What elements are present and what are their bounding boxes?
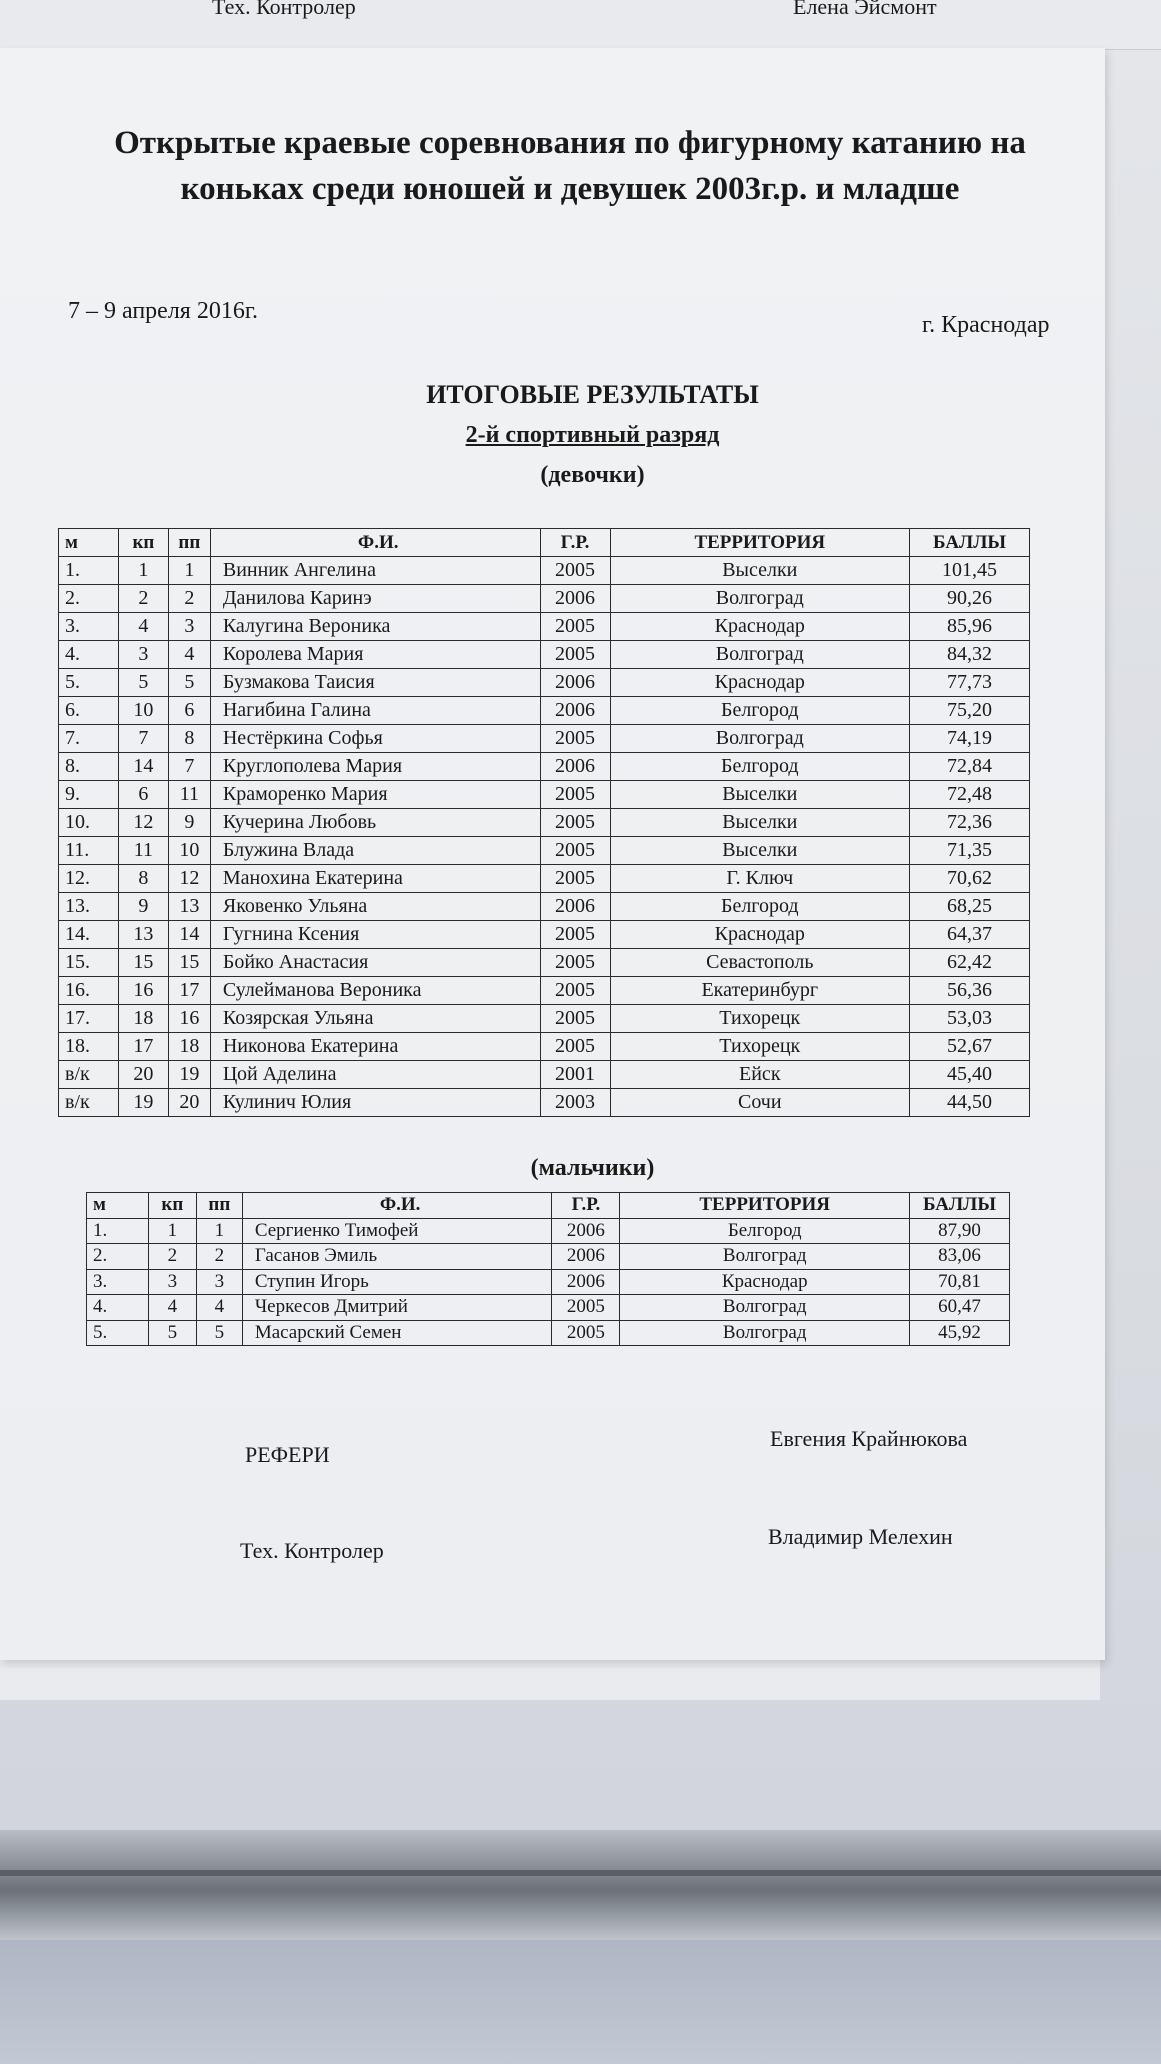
cell-m: 16. — [59, 977, 119, 1005]
cell-m: 18. — [59, 1033, 119, 1061]
cell-pp: 8 — [168, 725, 210, 753]
cell-points: 44,50 — [910, 1089, 1030, 1117]
col-territory: ТЕРРИТОРИЯ — [610, 529, 910, 557]
results-sheet — [0, 48, 1105, 1660]
cell-kp: 7 — [118, 725, 168, 753]
cell-pp: 7 — [168, 753, 210, 781]
cell-pp: 2 — [168, 585, 210, 613]
tech-controller-name: Владимир Мелехин — [768, 1524, 953, 1549]
cell-pp: 5 — [168, 669, 210, 697]
cell-kp: 1 — [148, 1218, 196, 1244]
col-kp: кп — [118, 529, 168, 557]
category-heading — [0, 422, 1161, 449]
col-fio: Ф.И. — [210, 529, 540, 557]
cell-gr: 2005 — [540, 725, 610, 753]
girls-table-row — [59, 669, 1030, 697]
cell-m: 5. — [59, 669, 119, 697]
category-text: 2-й спортивный разряд — [465, 422, 720, 448]
cell-territory: Тихорецк — [610, 1033, 910, 1061]
cell-pp: 1 — [196, 1218, 242, 1244]
cell-fio: Черкесов Дмитрий — [242, 1295, 552, 1321]
cell-m: в/к — [59, 1061, 119, 1089]
girls-table-row — [59, 921, 1030, 949]
title-line-1: Открытые краевые соревнования по фигурному катанию на — [114, 125, 1026, 161]
cell-points: 72,48 — [910, 781, 1030, 809]
cell-fio: Королева Мария — [210, 641, 540, 669]
cell-territory: Волгоград — [620, 1295, 910, 1321]
cell-territory: Г. Ключ — [610, 865, 910, 893]
cell-territory: Выселки — [610, 781, 910, 809]
boys-results-table — [86, 1192, 1010, 1346]
cell-pp: 4 — [196, 1295, 242, 1321]
cell-kp: 2 — [148, 1244, 196, 1270]
cell-points: 75,20 — [910, 697, 1030, 725]
cell-pp: 1 — [168, 557, 210, 585]
col-kp: кп — [148, 1193, 196, 1219]
cell-kp: 1 — [118, 557, 168, 585]
cell-territory: Выселки — [610, 557, 910, 585]
cell-pp: 17 — [168, 977, 210, 1005]
cell-points: 85,96 — [910, 613, 1030, 641]
cell-kp: 4 — [148, 1295, 196, 1321]
cell-kp: 3 — [118, 641, 168, 669]
cell-fio: Нестёркина Софья — [210, 725, 540, 753]
cell-fio: Козярская Ульяна — [210, 1005, 540, 1033]
cell-kp: 12 — [118, 809, 168, 837]
girls-table-row — [59, 809, 1030, 837]
cell-points: 68,25 — [910, 893, 1030, 921]
cell-points: 84,32 — [910, 641, 1030, 669]
cell-fio: Сергиенко Тимофей — [242, 1218, 552, 1244]
board-frame — [0, 1830, 1161, 1940]
girls-table-header — [59, 529, 1030, 557]
cell-pp: 19 — [168, 1061, 210, 1089]
cell-m: 3. — [59, 613, 119, 641]
girls-table-row — [59, 753, 1030, 781]
results-heading: ИТОГОВЫЕ РЕЗУЛЬТАТЫ — [426, 380, 759, 409]
cell-kp: 14 — [118, 753, 168, 781]
girls-table-body — [59, 557, 1030, 1117]
cell-pp: 6 — [168, 697, 210, 725]
cell-gr: 2005 — [540, 837, 610, 865]
cell-pp: 14 — [168, 921, 210, 949]
cell-territory: Белгород — [610, 753, 910, 781]
cell-m: 1. — [59, 557, 119, 585]
cell-fio: Гасанов Эмиль — [242, 1244, 552, 1270]
cell-pp: 5 — [196, 1320, 242, 1346]
cell-kp: 10 — [118, 697, 168, 725]
col-points: БАЛЛЫ — [910, 529, 1030, 557]
girls-table-row — [59, 781, 1030, 809]
cell-gr: 2005 — [540, 641, 610, 669]
cell-pp: 4 — [168, 641, 210, 669]
cell-kp: 17 — [118, 1033, 168, 1061]
col-points: БАЛЛЫ — [910, 1193, 1010, 1219]
cell-gr: 2006 — [552, 1244, 620, 1270]
cell-kp: 19 — [118, 1089, 168, 1117]
cell-kp: 13 — [118, 921, 168, 949]
cell-gr: 2005 — [540, 977, 610, 1005]
girls-table-row — [59, 613, 1030, 641]
cell-pp: 10 — [168, 837, 210, 865]
cell-kp: 9 — [118, 893, 168, 921]
cell-points: 45,40 — [910, 1061, 1030, 1089]
cell-points: 53,03 — [910, 1005, 1030, 1033]
cell-territory: Краснодар — [610, 669, 910, 697]
cell-territory: Краснодар — [610, 613, 910, 641]
cell-m: 6. — [59, 697, 119, 725]
girls-table-row — [59, 865, 1030, 893]
cell-fio: Кулинич Юлия — [210, 1089, 540, 1117]
cell-points: 90,26 — [910, 585, 1030, 613]
cell-kp: 6 — [118, 781, 168, 809]
col-fio: Ф.И. — [242, 1193, 552, 1219]
floor-area — [0, 1940, 1161, 2064]
col-territory: ТЕРРИТОРИЯ — [620, 1193, 910, 1219]
cell-territory: Выселки — [610, 837, 910, 865]
girls-table-row — [59, 837, 1030, 865]
cell-m: 10. — [59, 809, 119, 837]
cell-m: 8. — [59, 753, 119, 781]
cell-territory: Выселки — [610, 809, 910, 837]
cell-pp: 16 — [168, 1005, 210, 1033]
cell-fio: Блужина Влада — [210, 837, 540, 865]
cell-kp: 18 — [118, 1005, 168, 1033]
boys-table-row — [87, 1218, 1010, 1244]
boys-table-row — [87, 1244, 1010, 1270]
cell-m: 12. — [59, 865, 119, 893]
cell-territory: Екатеринбург — [610, 977, 910, 1005]
cell-fio: Яковенко Ульяна — [210, 893, 540, 921]
cell-fio: Бойко Анастасия — [210, 949, 540, 977]
cell-points: 62,42 — [910, 949, 1030, 977]
cell-fio: Сулейманова Вероника — [210, 977, 540, 1005]
cell-m: 5. — [87, 1320, 149, 1346]
cell-fio: Нагибина Галина — [210, 697, 540, 725]
cell-kp: 4 — [118, 613, 168, 641]
cell-fio: Краморенко Мария — [210, 781, 540, 809]
cell-gr: 2005 — [540, 557, 610, 585]
cell-points: 56,36 — [910, 977, 1030, 1005]
cell-points: 77,73 — [910, 669, 1030, 697]
cell-gr: 2005 — [540, 1033, 610, 1061]
cell-territory: Белгород — [620, 1218, 910, 1244]
event-dates: 7 – 9 апреля 2016г. — [68, 298, 258, 324]
cell-territory: Волгоград — [620, 1320, 910, 1346]
cell-gr: 2005 — [540, 949, 610, 977]
cell-pp: 9 — [168, 809, 210, 837]
cell-points: 52,67 — [910, 1033, 1030, 1061]
cell-territory: Волгоград — [610, 641, 910, 669]
cell-gr: 2006 — [540, 753, 610, 781]
cell-pp: 11 — [168, 781, 210, 809]
cell-gr: 2005 — [540, 1005, 610, 1033]
previous-sheet — [0, 0, 1161, 50]
previous-sheet-name: Елена Эйсмонт — [793, 0, 937, 19]
cell-fio: Данилова Каринэ — [210, 585, 540, 613]
cell-m: 4. — [59, 641, 119, 669]
cell-kp: 15 — [118, 949, 168, 977]
col-gr: Г.Р. — [540, 529, 610, 557]
referee-name: Евгения Крайнюкова — [770, 1426, 968, 1451]
cell-pp: 13 — [168, 893, 210, 921]
cell-points: 60,47 — [910, 1295, 1010, 1321]
girls-table-row — [59, 1061, 1030, 1089]
cell-m: 3. — [87, 1269, 149, 1295]
cell-gr: 2005 — [540, 921, 610, 949]
girls-results-table — [58, 528, 1030, 1117]
cell-fio: Никонова Екатерина — [210, 1033, 540, 1061]
cell-points: 83,06 — [910, 1244, 1010, 1270]
cell-fio: Винник Ангелина — [210, 557, 540, 585]
cell-m: 11. — [59, 837, 119, 865]
cell-territory: Севастополь — [610, 949, 910, 977]
girls-table-row — [59, 1089, 1030, 1117]
col-m: м — [59, 529, 119, 557]
event-city: г. Краснодар — [922, 312, 1050, 338]
girls-table-row — [59, 893, 1030, 921]
cell-kp: 20 — [118, 1061, 168, 1089]
cell-fio: Калугина Вероника — [210, 613, 540, 641]
boys-table-body — [87, 1218, 1010, 1346]
cell-m: 13. — [59, 893, 119, 921]
cell-gr: 2006 — [552, 1218, 620, 1244]
cell-points: 45,92 — [910, 1320, 1010, 1346]
cell-gr: 2001 — [540, 1061, 610, 1089]
cell-points: 74,19 — [910, 725, 1030, 753]
cell-kp: 5 — [148, 1320, 196, 1346]
cell-points: 101,45 — [910, 557, 1030, 585]
cell-gr: 2005 — [540, 781, 610, 809]
cell-points: 70,62 — [910, 865, 1030, 893]
col-pp: пп — [168, 529, 210, 557]
girls-table-row — [59, 641, 1030, 669]
cell-territory: Краснодар — [610, 921, 910, 949]
boys-table-row — [87, 1320, 1010, 1346]
col-gr: Г.Р. — [552, 1193, 620, 1219]
tech-controller-label: Тех. Контролер — [240, 1538, 384, 1563]
cell-pp: 12 — [168, 865, 210, 893]
cell-gr: 2006 — [540, 585, 610, 613]
cell-gr: 2005 — [540, 809, 610, 837]
cell-m: 14. — [59, 921, 119, 949]
boys-table-row — [87, 1269, 1010, 1295]
cell-m: 7. — [59, 725, 119, 753]
cell-kp: 8 — [118, 865, 168, 893]
document-title — [40, 120, 1100, 212]
cell-gr: 2006 — [552, 1269, 620, 1295]
cell-gr: 2005 — [540, 613, 610, 641]
cell-pp: 18 — [168, 1033, 210, 1061]
cell-gr: 2006 — [540, 669, 610, 697]
cell-territory: Волгоград — [620, 1244, 910, 1270]
cell-fio: Круглополева Мария — [210, 753, 540, 781]
cell-kp: 5 — [118, 669, 168, 697]
cell-pp: 20 — [168, 1089, 210, 1117]
cell-m: 2. — [59, 585, 119, 613]
cell-fio: Масарский Семен — [242, 1320, 552, 1346]
cell-pp: 15 — [168, 949, 210, 977]
girls-table-row — [59, 557, 1030, 585]
cell-pp: 3 — [168, 613, 210, 641]
cell-points: 72,36 — [910, 809, 1030, 837]
cell-m: 2. — [87, 1244, 149, 1270]
cell-gr: 2003 — [540, 1089, 610, 1117]
cell-kp: 11 — [118, 837, 168, 865]
cell-fio: Ступин Игорь — [242, 1269, 552, 1295]
girls-table-row — [59, 1033, 1030, 1061]
col-m: м — [87, 1193, 149, 1219]
cell-pp: 2 — [196, 1244, 242, 1270]
boys-table-row — [87, 1295, 1010, 1321]
cell-gr: 2005 — [540, 865, 610, 893]
cell-territory: Краснодар — [620, 1269, 910, 1295]
cell-m: 9. — [59, 781, 119, 809]
cell-territory: Сочи — [610, 1089, 910, 1117]
boys-table-header — [87, 1193, 1010, 1219]
cell-points: 71,35 — [910, 837, 1030, 865]
girls-table-row — [59, 949, 1030, 977]
cell-m: 1. — [87, 1218, 149, 1244]
cell-kp: 16 — [118, 977, 168, 1005]
cell-points: 64,37 — [910, 921, 1030, 949]
cell-kp: 3 — [148, 1269, 196, 1295]
cell-fio: Манохина Екатерина — [210, 865, 540, 893]
cell-gr: 2006 — [540, 697, 610, 725]
title-line-2: коньках среди юношей и девушек 2003г.р. и младше — [180, 171, 960, 207]
cell-gr: 2005 — [552, 1320, 620, 1346]
cell-fio: Гугнина Ксения — [210, 921, 540, 949]
col-pp: пп — [196, 1193, 242, 1219]
cell-points: 70,81 — [910, 1269, 1010, 1295]
girls-table-row — [59, 697, 1030, 725]
cell-points: 72,84 — [910, 753, 1030, 781]
cell-territory: Белгород — [610, 893, 910, 921]
cell-territory: Волгоград — [610, 585, 910, 613]
cell-territory: Ейск — [610, 1061, 910, 1089]
previous-sheet-label: Тех. Контролер — [212, 0, 356, 19]
cell-fio: Бузмакова Таисия — [210, 669, 540, 697]
cell-territory: Волгоград — [610, 725, 910, 753]
cell-m: 17. — [59, 1005, 119, 1033]
girls-heading: (девочки) — [540, 462, 645, 488]
cell-territory: Тихорецк — [610, 1005, 910, 1033]
cell-fio: Цой Аделина — [210, 1061, 540, 1089]
cell-points: 87,90 — [910, 1218, 1010, 1244]
cell-m: 15. — [59, 949, 119, 977]
cell-m: в/к — [59, 1089, 119, 1117]
cell-gr: 2005 — [552, 1295, 620, 1321]
cell-gr: 2006 — [540, 893, 610, 921]
referee-label: РЕФЕРИ — [245, 1442, 330, 1467]
girls-table-row — [59, 977, 1030, 1005]
cell-fio: Кучерина Любовь — [210, 809, 540, 837]
cell-pp: 3 — [196, 1269, 242, 1295]
cell-kp: 2 — [118, 585, 168, 613]
boys-heading: (мальчики) — [530, 1155, 655, 1181]
cell-m: 4. — [87, 1295, 149, 1321]
girls-table-row — [59, 585, 1030, 613]
girls-table-row — [59, 725, 1030, 753]
cell-territory: Белгород — [610, 697, 910, 725]
girls-table-row — [59, 1005, 1030, 1033]
